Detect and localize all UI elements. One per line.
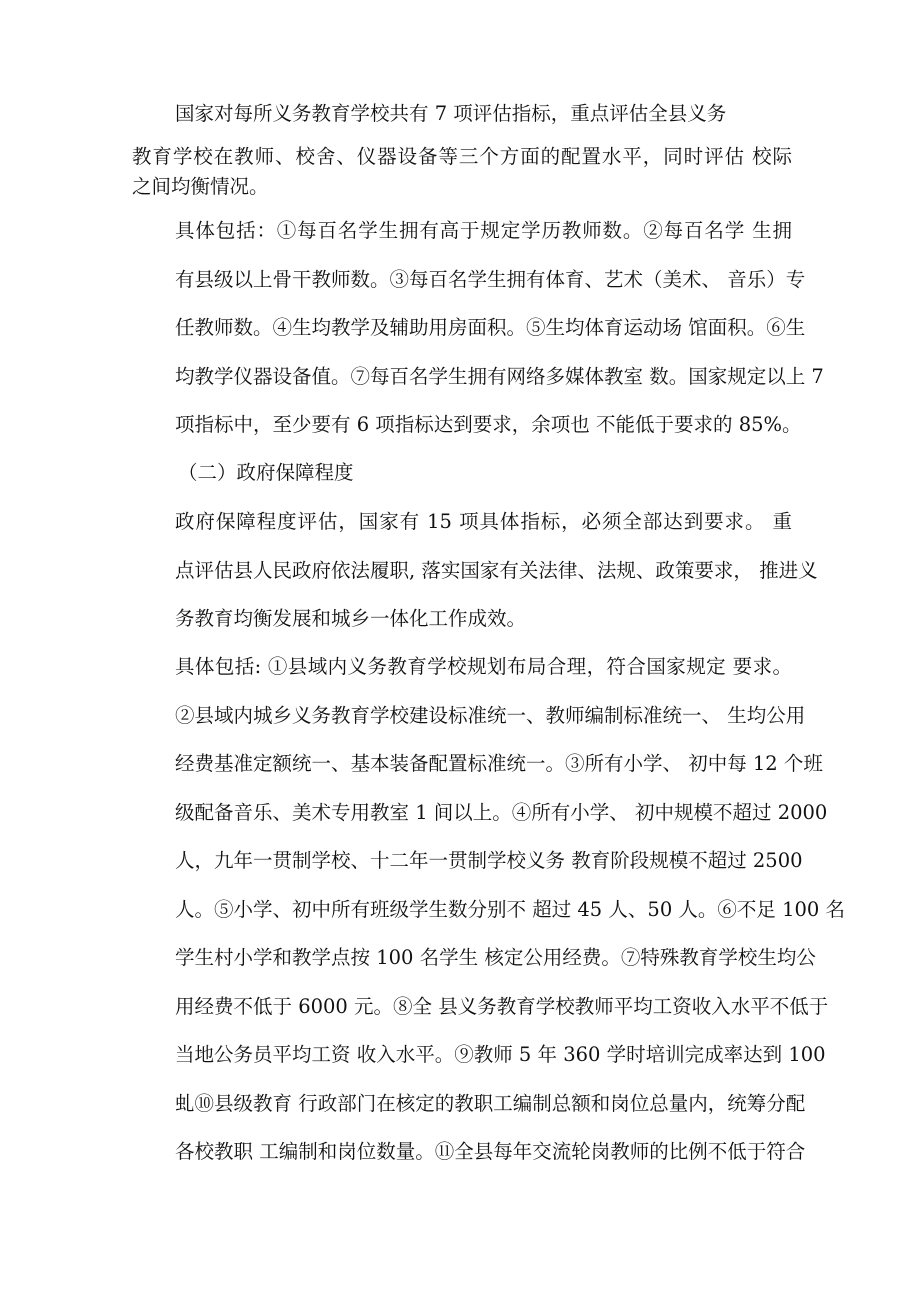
text-line: 经费基准定额统一、基本装备配置标准统一。③所有小学、 初中每 12 个班 bbox=[175, 752, 823, 775]
text-line: 人，九年一贯制学校、十二年一贯制学校义务 教育阶段规模不超过 2500 bbox=[175, 849, 803, 872]
text-line: 各校教职 工编制和岗位数量。⑪全县每年交流轮岗教师的比例不低于符合 bbox=[175, 1140, 806, 1163]
text-line: 项指标中，至少要有 6 项指标达到要求，余项也 不能低于要求的 85%。 bbox=[175, 413, 802, 436]
text-line: 任教师数。④生均教学及辅助用房面积。⑤生均体育运动场 馆面积。⑥生 bbox=[175, 316, 806, 339]
text-line: 均教学仪器设备值。⑦每百名学生拥有网络多媒体教室 数。国家规定以上 7 bbox=[175, 364, 824, 388]
text-line: 用经费不低于 6000 元。⑧全 县义务教育学校教师平均工资收入水平不低于 bbox=[175, 994, 829, 1018]
text-line: 具体包括: ①县域内义务教育学校规划布局合理，符合国家规定 要求。 bbox=[175, 655, 792, 678]
text-line: 虬⑩县级教育 行政部门在核定的教职工编制总额和岗位总量内，统筹分配 bbox=[175, 1091, 806, 1115]
text-line: 之间均衡情况。 bbox=[132, 175, 269, 198]
text-line: 政府保障程度评估，国家有 15 项具体指标，必须全部达到要求。 重 bbox=[175, 510, 792, 533]
text-line: 人。⑤小学、初中所有班级学生数分别不 超过 45 人、50 人。⑥不足 100 名 bbox=[175, 897, 846, 921]
section-heading: （二）政府保障程度 bbox=[178, 461, 354, 484]
text-line: 有县级以上骨干教师数。③每百名学生拥有体育、艺术（美术、 音乐）专 bbox=[175, 267, 806, 291]
text-line: 务教育均衡发展和城乡一体化工作成效。 bbox=[175, 607, 527, 630]
paragraph-intro-continued bbox=[132, 142, 792, 202]
text-line: 具体包括：①每百名学生拥有高于规定学历教师数。②每百名学 生拥 bbox=[175, 219, 792, 242]
text-line: 级配备音乐、美术专用教室 1 间以上。④所有小学、 初中规模不超过 2000 bbox=[175, 800, 828, 824]
paragraph-government-guarantee bbox=[132, 498, 818, 644]
text-line: 当地公务员平均工资 收入水平。⑨教师 5 年 360 学时培训完成率达到 100 bbox=[175, 1043, 826, 1066]
text-line: 点评估县人民政府依法履职, 落实国家有关法律、法规、政策要求， 推进义 bbox=[175, 558, 818, 582]
paragraph-intro bbox=[132, 90, 792, 139]
text-line: 教育学校在教师、校舍、仪器设备等三个方面的配置水平，同时评估 校际 bbox=[132, 145, 792, 168]
paragraph-school-indicators bbox=[132, 207, 824, 450]
text-line: 学生村小学和教学点按 100 名学生 核定公用经费。⑦特殊教育学校生均公 bbox=[175, 946, 816, 969]
text-line: ②县域内城乡义务教育学校建设标准统一、教师编制标准统一、 生均公用 bbox=[175, 703, 806, 727]
paragraph-government-details bbox=[132, 643, 846, 1177]
text-line: 国家对每所义务教育学校共有 7 项评估指标，重点评估全县义务 bbox=[175, 102, 727, 125]
